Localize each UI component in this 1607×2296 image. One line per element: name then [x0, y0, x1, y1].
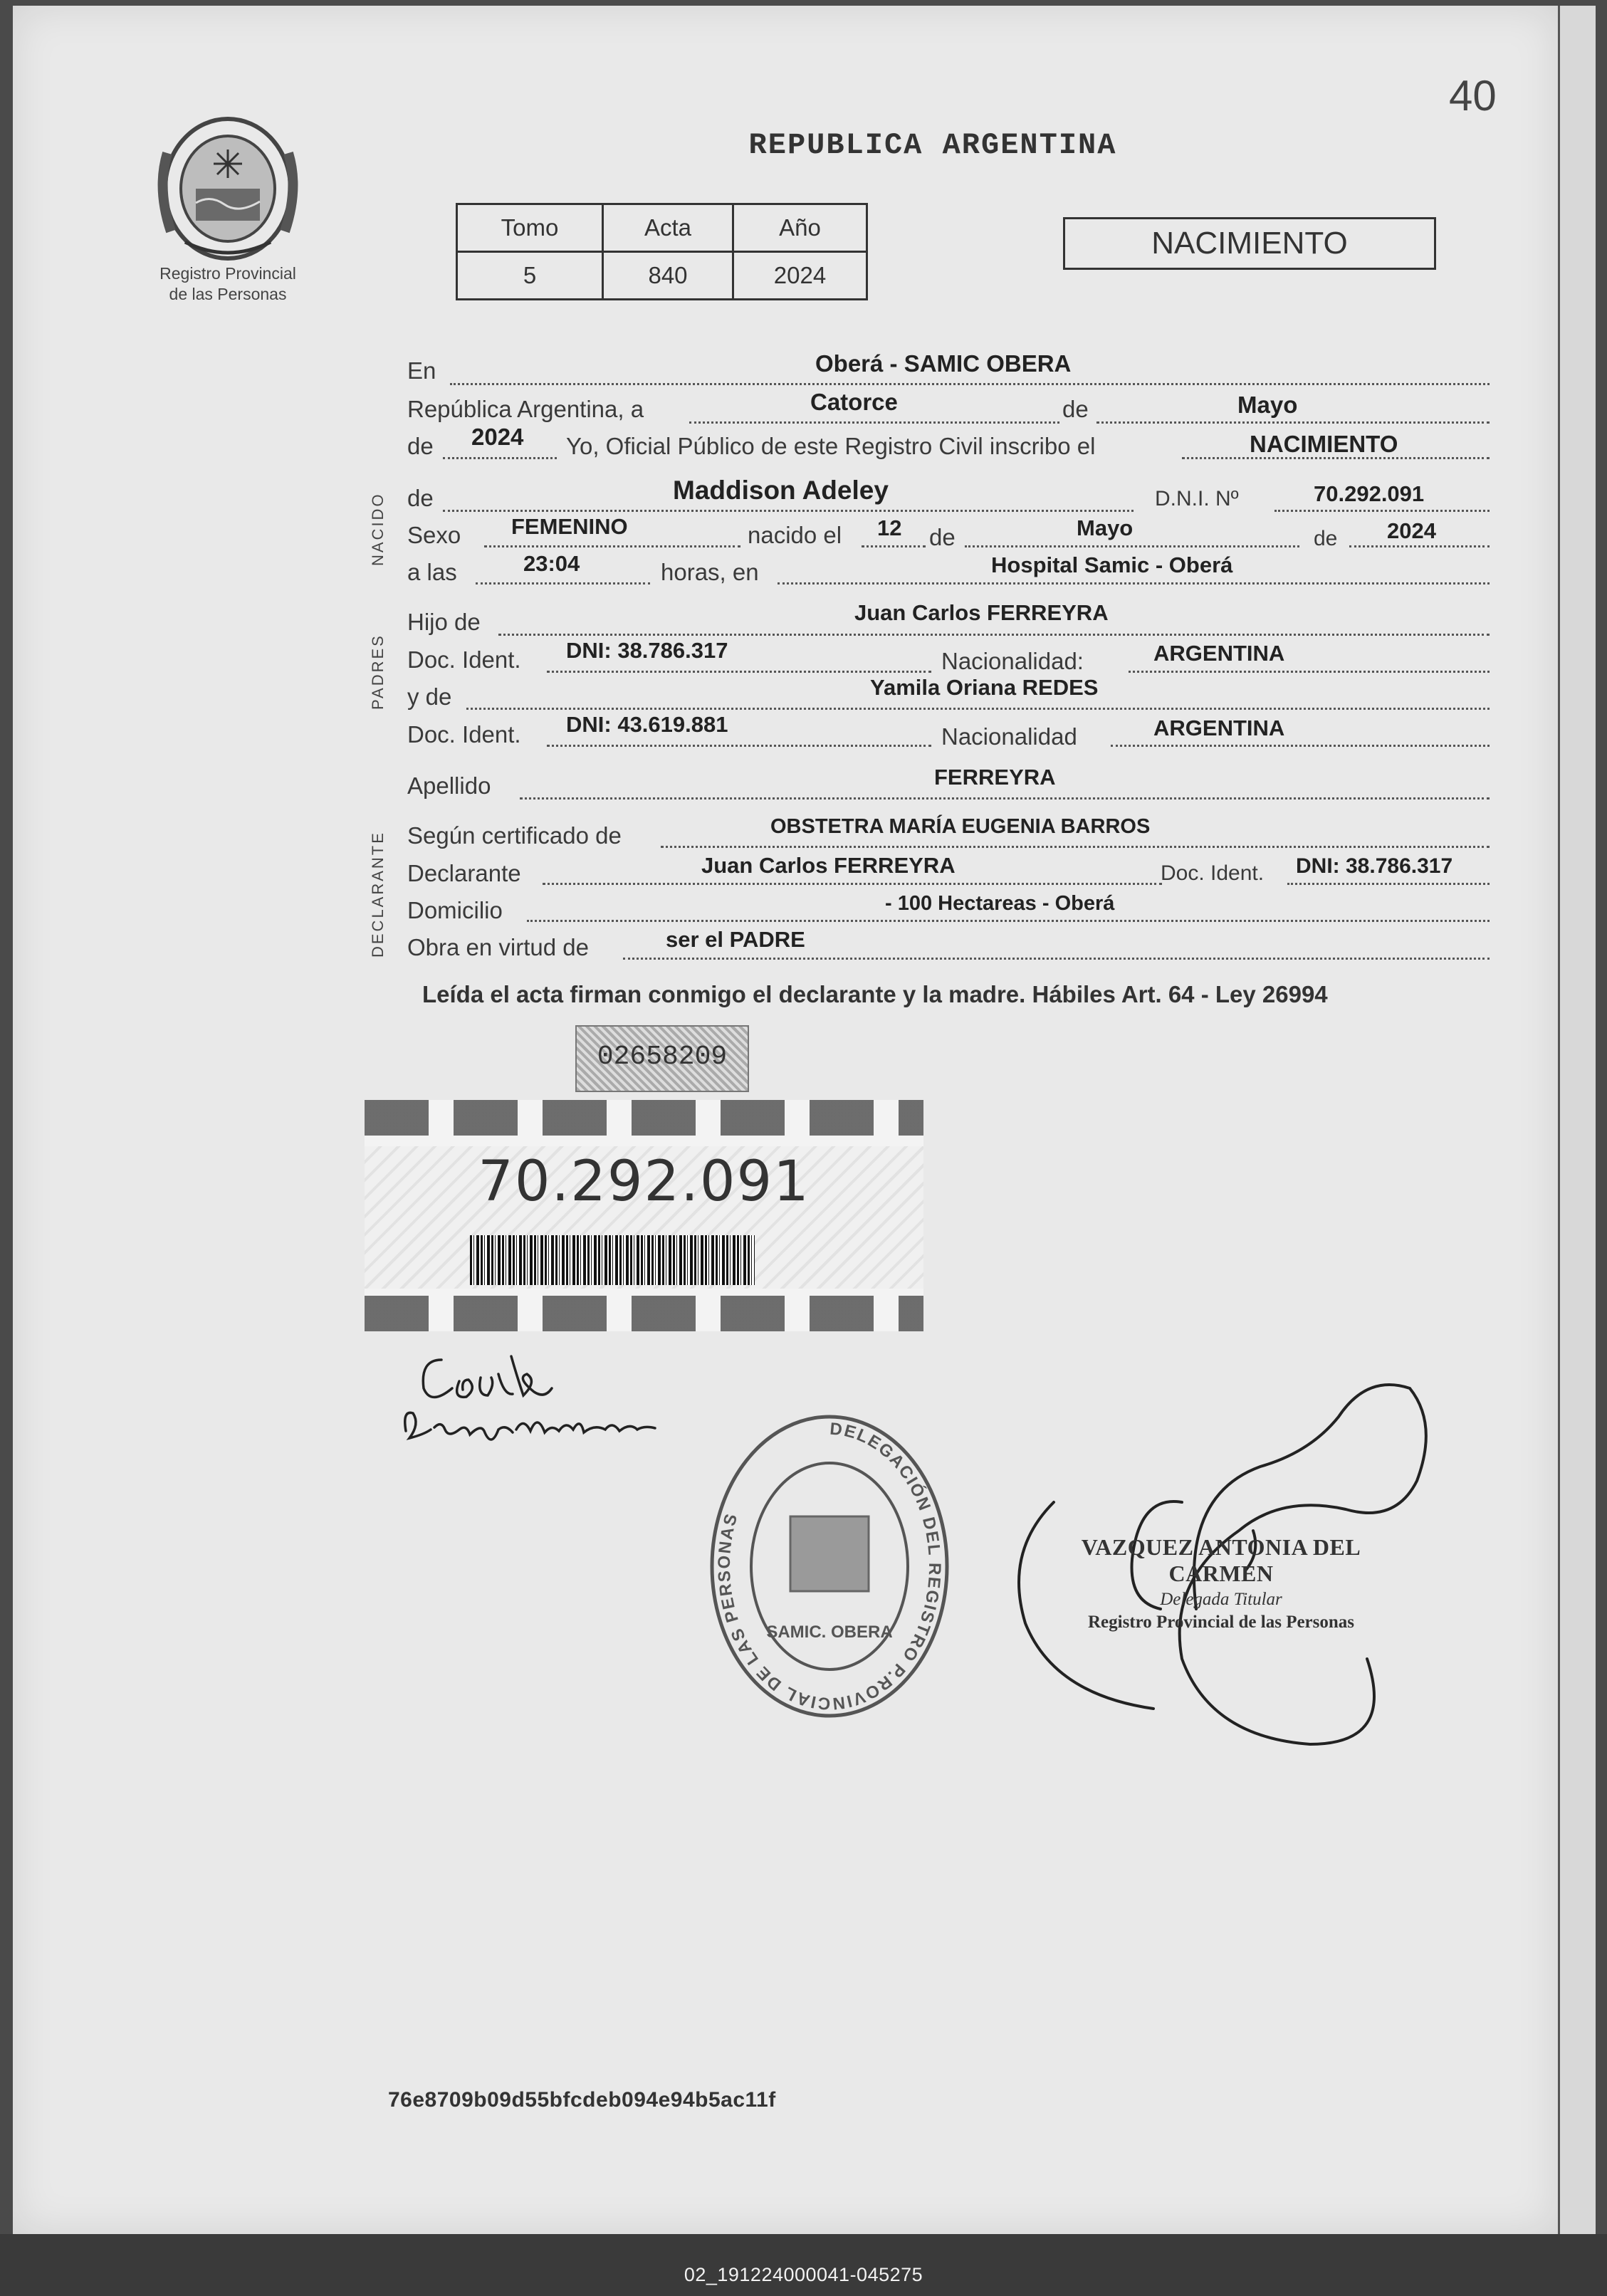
- line-declarante: [543, 883, 1162, 885]
- value-domicilio: - 100 Hectareas - Oberá: [885, 892, 1115, 915]
- line-dni: [1274, 510, 1490, 512]
- security-pattern-top: [365, 1100, 923, 1136]
- acta-header-acta: Acta: [603, 204, 733, 252]
- page-edge: [1558, 6, 1596, 2234]
- value-padre-dni: DNI: 38.786.317: [566, 638, 728, 663]
- barcode-id-number: 70.292.091: [478, 1150, 810, 1214]
- value-anio-nac: 2024: [1387, 518, 1436, 543]
- line-certificado: [661, 846, 1490, 848]
- label-doc-ident-3: Doc. Ident.: [1161, 861, 1265, 885]
- line-nombre: [443, 510, 1134, 512]
- line-anio: [443, 457, 557, 459]
- footer-code: 02_191224000041-045275: [684, 2264, 923, 2285]
- delegate-stamp: [1036, 1534, 1406, 1632]
- line-mes-nac: [965, 545, 1299, 547]
- acta-value-tomo: 5: [457, 252, 603, 300]
- value-declarante-dni: DNI: 38.786.317: [1296, 854, 1453, 878]
- security-pattern-bottom: [365, 1296, 923, 1331]
- seal-inner-text: SAMIC. OBERA: [766, 1623, 893, 1642]
- label-a-las: a las: [407, 559, 457, 585]
- delegate-name: VAZQUEZ ANTONIA DEL CARMEN: [1081, 1534, 1361, 1586]
- label-de: de: [1062, 396, 1089, 422]
- label-obra: Obra en virtud de: [407, 934, 589, 960]
- section-label-nacido: NACIDO: [369, 492, 387, 566]
- delegate-office: Registro Provincial de las Personas: [1087, 1613, 1355, 1632]
- registry-name: [128, 263, 328, 305]
- section-label-declarante: DECLARANTE: [369, 831, 387, 958]
- barcode-label: [365, 1100, 923, 1331]
- delegate-role: Delegada Titular: [1160, 1590, 1282, 1609]
- page-number: 40: [1449, 72, 1497, 120]
- acta-value-anio: 2024: [733, 252, 867, 300]
- value-lugar: Oberá - SAMIC OBERA: [815, 350, 1072, 377]
- line-padre-nac: [1129, 671, 1490, 673]
- acta-header-anio: Año: [733, 204, 867, 252]
- line-virtud: [623, 958, 1490, 960]
- document-hash: 76e8709b09d55bfcdeb094e94b5ac11f: [388, 2088, 776, 2112]
- line-sexo: [484, 545, 740, 547]
- value-mes: Mayo: [1237, 392, 1298, 418]
- barcode: [470, 1235, 755, 1285]
- registry-name-line1: Registro Provincial: [159, 264, 296, 283]
- label-nacido-el: nacido el: [748, 522, 842, 548]
- line-madre: [466, 708, 1490, 710]
- label-doc-ident-2: Doc. Ident.: [407, 721, 521, 748]
- line-madre-dni: [547, 745, 931, 747]
- country-title: REPUBLICA ARGENTINA: [748, 128, 1117, 162]
- value-declarante: Juan Carlos FERREYRA: [701, 853, 956, 878]
- value-dia-nac: 12: [877, 515, 902, 540]
- value-sexo: FEMENINO: [511, 514, 628, 539]
- official-seal-icon: [701, 1406, 958, 1741]
- line-domicilio: [527, 920, 1490, 922]
- label-y-de: y de: [407, 683, 452, 710]
- value-tipo: NACIMIENTO: [1250, 431, 1398, 457]
- label-apellido: Apellido: [407, 772, 491, 799]
- value-madre-nac: ARGENTINA: [1153, 715, 1285, 740]
- value-virtud: ser el PADRE: [666, 927, 805, 952]
- seal-ring-text: DELEGACIÓN DEL REGISTRO P.ROVINCIAL DE LAS PERSONAS: [714, 1419, 945, 1714]
- provincial-emblem-icon: [153, 110, 303, 263]
- label-de-year: de: [407, 433, 434, 459]
- line-apellido: [520, 797, 1490, 800]
- acta-value-acta: 840: [603, 252, 733, 300]
- line-dia: [689, 421, 1059, 424]
- label-domicilio: Domicilio: [407, 897, 503, 923]
- parents-signatures-icon: [392, 1346, 705, 1502]
- line-dia-nac: [862, 545, 926, 547]
- label-republica: República Argentina, a: [407, 396, 644, 422]
- legal-text: Leída el acta firman conmigo el declarante y la madre. Hábiles Art. 64 - Ley 26994: [422, 981, 1328, 1007]
- label-en: En: [407, 357, 436, 384]
- value-dni: 70.292.091: [1314, 481, 1425, 506]
- section-label-padres: PADRES: [369, 634, 387, 710]
- label-horas-en: horas, en: [661, 559, 759, 585]
- value-nombre: Maddison Adeley: [673, 476, 889, 505]
- value-madre: Yamila Oriana REDES: [870, 675, 1099, 700]
- value-anio: 2024: [471, 424, 524, 450]
- acta-table: [456, 203, 868, 300]
- label-dni: D.N.I. Nº: [1155, 487, 1239, 510]
- label-hijo-de: Hijo de: [407, 609, 481, 635]
- value-certificado: OBSTETRA MARÍA EUGENIA BARROS: [770, 815, 1151, 838]
- line-en: [450, 383, 1490, 385]
- line-lugar-nac: [778, 582, 1490, 585]
- serial-sticker: 02658209: [575, 1025, 749, 1092]
- label-declarante: Declarante: [407, 860, 521, 886]
- value-dia-texto: Catorce: [810, 389, 898, 415]
- label-de-name: de: [407, 485, 434, 511]
- value-padre-nac: ARGENTINA: [1153, 641, 1285, 666]
- value-lugar-nac: Hospital Samic - Oberá: [991, 552, 1233, 577]
- line-hora: [476, 582, 650, 585]
- label-doc-ident-1: Doc. Ident.: [407, 646, 521, 673]
- line-anio-nac: [1349, 545, 1490, 547]
- line-padre-dni: [547, 671, 931, 673]
- label-sexo: Sexo: [407, 522, 461, 548]
- document-type-box: NACIMIENTO: [1063, 217, 1436, 270]
- value-mes-nac: Mayo: [1077, 515, 1134, 540]
- label-nacionalidad-2: Nacionalidad: [941, 723, 1077, 750]
- label-oficial: Yo, Oficial Público de este Registro Civil inscribo el: [566, 433, 1096, 459]
- line-mes: [1096, 421, 1490, 424]
- label-de-year2: de: [1314, 527, 1338, 550]
- registry-name-line2: de las Personas: [169, 285, 287, 303]
- label-segun: Según certificado de: [407, 822, 622, 849]
- value-madre-dni: DNI: 43.619.881: [566, 712, 728, 737]
- label-nacionalidad-1: Nacionalidad:: [941, 648, 1084, 674]
- acta-header-tomo: Tomo: [457, 204, 603, 252]
- line-declarante-dni: [1287, 883, 1490, 885]
- line-padre: [498, 634, 1490, 636]
- label-de-month: de: [929, 524, 956, 550]
- line-madre-nac: [1111, 745, 1490, 747]
- value-padre: Juan Carlos FERREYRA: [854, 600, 1109, 625]
- value-hora: 23:04: [523, 551, 580, 576]
- value-apellido: FERREYRA: [934, 765, 1056, 790]
